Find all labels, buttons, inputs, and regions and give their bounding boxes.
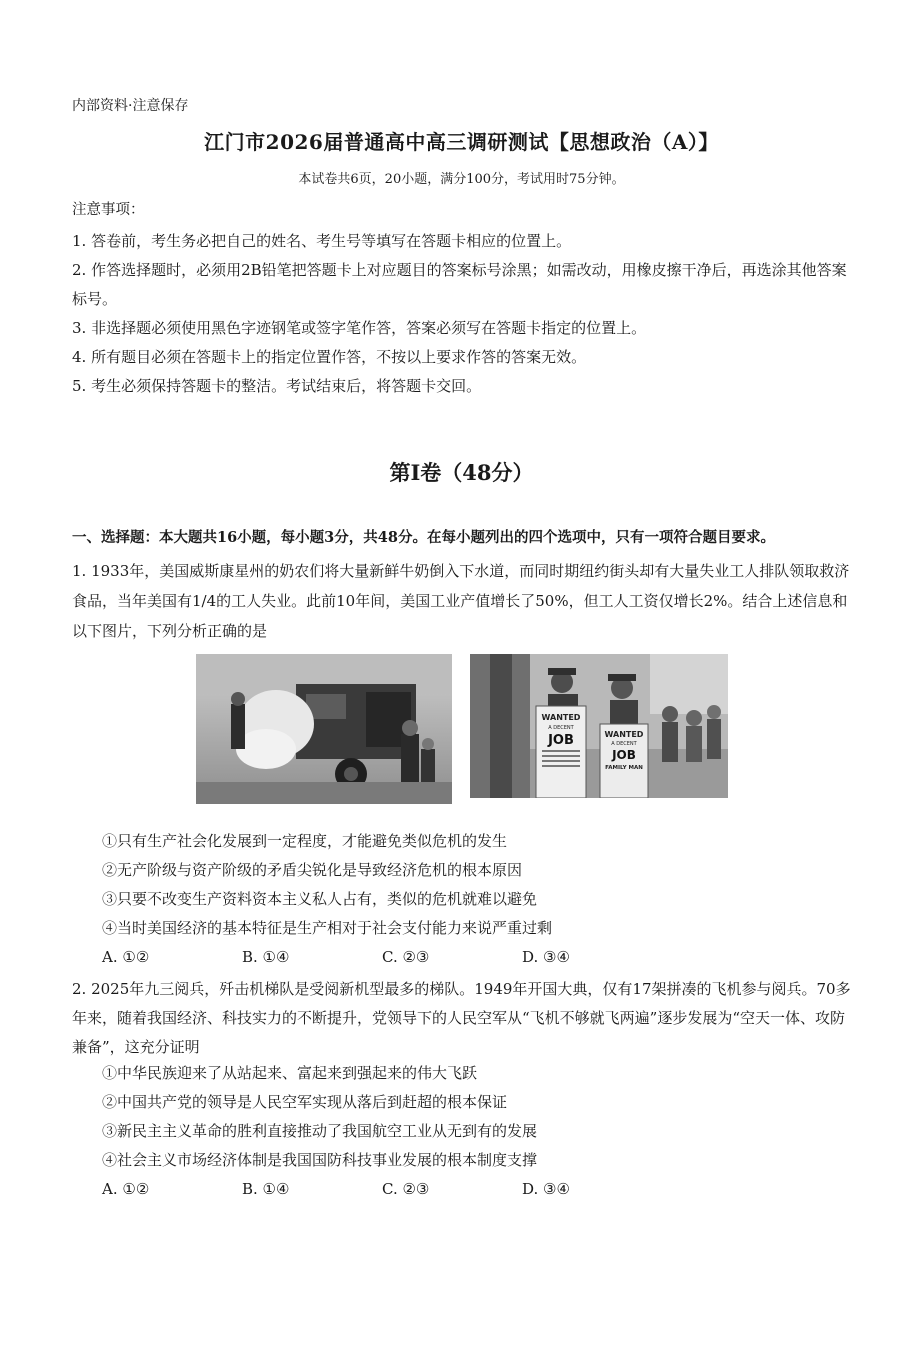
unemployed-workers-photo bbox=[470, 654, 728, 798]
sign-2-line-4: FAMILY MAN bbox=[605, 765, 643, 771]
milk-dumping-photo bbox=[196, 654, 452, 804]
question-2-option-4: ④社会主义市场经济体制是我国国防科技事业发展的根本制度支撑 bbox=[102, 1151, 538, 1169]
notice-item-4: 4. 所有题目必须在答题卡上的指定位置作答，不按以上要求作答的答案无效。 bbox=[72, 348, 587, 366]
question-2-option-1: ①中华民族迎来了从站起来、富起来到强起来的伟大飞跃 bbox=[102, 1064, 478, 1082]
notice-item-1: 1. 答卷前，考生务必把自己的姓名、考生号等填写在答题卡相应的位置上。 bbox=[72, 232, 572, 250]
exam-title: 江门市2026届普通高中高三调研测试【思想政治（A）】 bbox=[204, 130, 719, 154]
exam-subtitle: 本试卷共6页，20小题，满分100分，考试用时75分钟。 bbox=[298, 172, 625, 187]
question-1-choice-b: B. ①④ bbox=[242, 948, 290, 966]
notice-item-2: 2. 作答选择题时，必须用2B铅笔把答题卡上对应题目的答案标号涂黑；如需改动，用橡皮擦干净后，再选涂其他答案标号。 bbox=[72, 261, 847, 308]
question-1-stem: 1. 1933年，美国威斯康星州的奶农们将大量新鲜牛奶倒入下水道，而同时期纽约街头却有大量失业工人排队领取救济食品，当年美国有1/4的工人失业。此前10年间，美国工业产值增长了50%，但工人工资仅增长2%。结合上述信息和以下图片，下列分析正确的是 bbox=[72, 562, 850, 640]
question-2-option-2: ②中国共产党的领导是人民空军实现从落后到赶超的根本保证 bbox=[102, 1093, 508, 1111]
question-2-option-3: ③新民主主义革命的胜利直接推动了我国航空工业从无到有的发展 bbox=[102, 1122, 538, 1140]
question-2-choice-c: C. ②③ bbox=[382, 1180, 430, 1198]
section-title: 第Ⅰ卷（48分） bbox=[389, 460, 534, 485]
question-2-stem: 2. 2025年九三阅兵，歼击机梯队是受阅新机型最多的梯队。1949年开国大典，仅有17架拼凑的飞机参与阅兵。70多年来，随着我国经济、科技实力的不断提升，党领导下的人民空军从“飞机不够就飞两遍”逐步发展为“空天一体、攻防兼备”，这充分证明 bbox=[72, 980, 851, 1056]
question-1-choice-a: A. ①② bbox=[102, 948, 150, 966]
question-1-choice-c: C. ②③ bbox=[382, 948, 430, 966]
notice-item-5: 5. 考生必须保持答题卡的整洁。考试结束后，将答题卡交回。 bbox=[72, 377, 482, 395]
question-1-option-2: ②无产阶级与资产阶级的矛盾尖锐化是导致经济危机的根本原因 bbox=[102, 861, 523, 879]
question-2-choice-b: B. ①④ bbox=[242, 1180, 290, 1198]
notice-item-3: 3. 非选择题必须使用黑色字迹钢笔或签字笔作答，答案必须写在答题卡指定的位置上。 bbox=[72, 319, 647, 337]
question-1-option-4: ④当时美国经济的基本特征是生产相对于社会支付能力来说严重过剩 bbox=[102, 919, 553, 937]
question-2-choice-d: D. ③④ bbox=[522, 1180, 570, 1198]
section-intro: 一、选择题：本大题共16小题，每小题3分，共48分。在每小题列出的四个选项中，只有一项符合题目要求。 bbox=[72, 529, 775, 546]
sign-1-line-2: A DECENT bbox=[548, 725, 574, 731]
sign-1-line-1: WANTED bbox=[541, 713, 581, 722]
question-2-choice-a: A. ①② bbox=[102, 1180, 150, 1198]
notice-heading: 注意事项： bbox=[72, 202, 145, 218]
sign-2-line-2: A DECENT bbox=[611, 741, 637, 747]
question-1-choice-d: D. ③④ bbox=[522, 948, 570, 966]
question-1-option-3: ③只要不改变生产资料资本主义私人占有，类似的危机就难以避免 bbox=[102, 890, 538, 908]
confidential-label: 内部资料·注意保存 bbox=[72, 98, 189, 114]
question-1-option-1: ①只有生产社会化发展到一定程度，才能避免类似危机的发生 bbox=[102, 832, 508, 850]
sign-2-line-1: WANTED bbox=[604, 730, 644, 739]
sign-1-line-3: JOB bbox=[548, 733, 574, 748]
sign-2-line-3: JOB bbox=[612, 748, 636, 762]
